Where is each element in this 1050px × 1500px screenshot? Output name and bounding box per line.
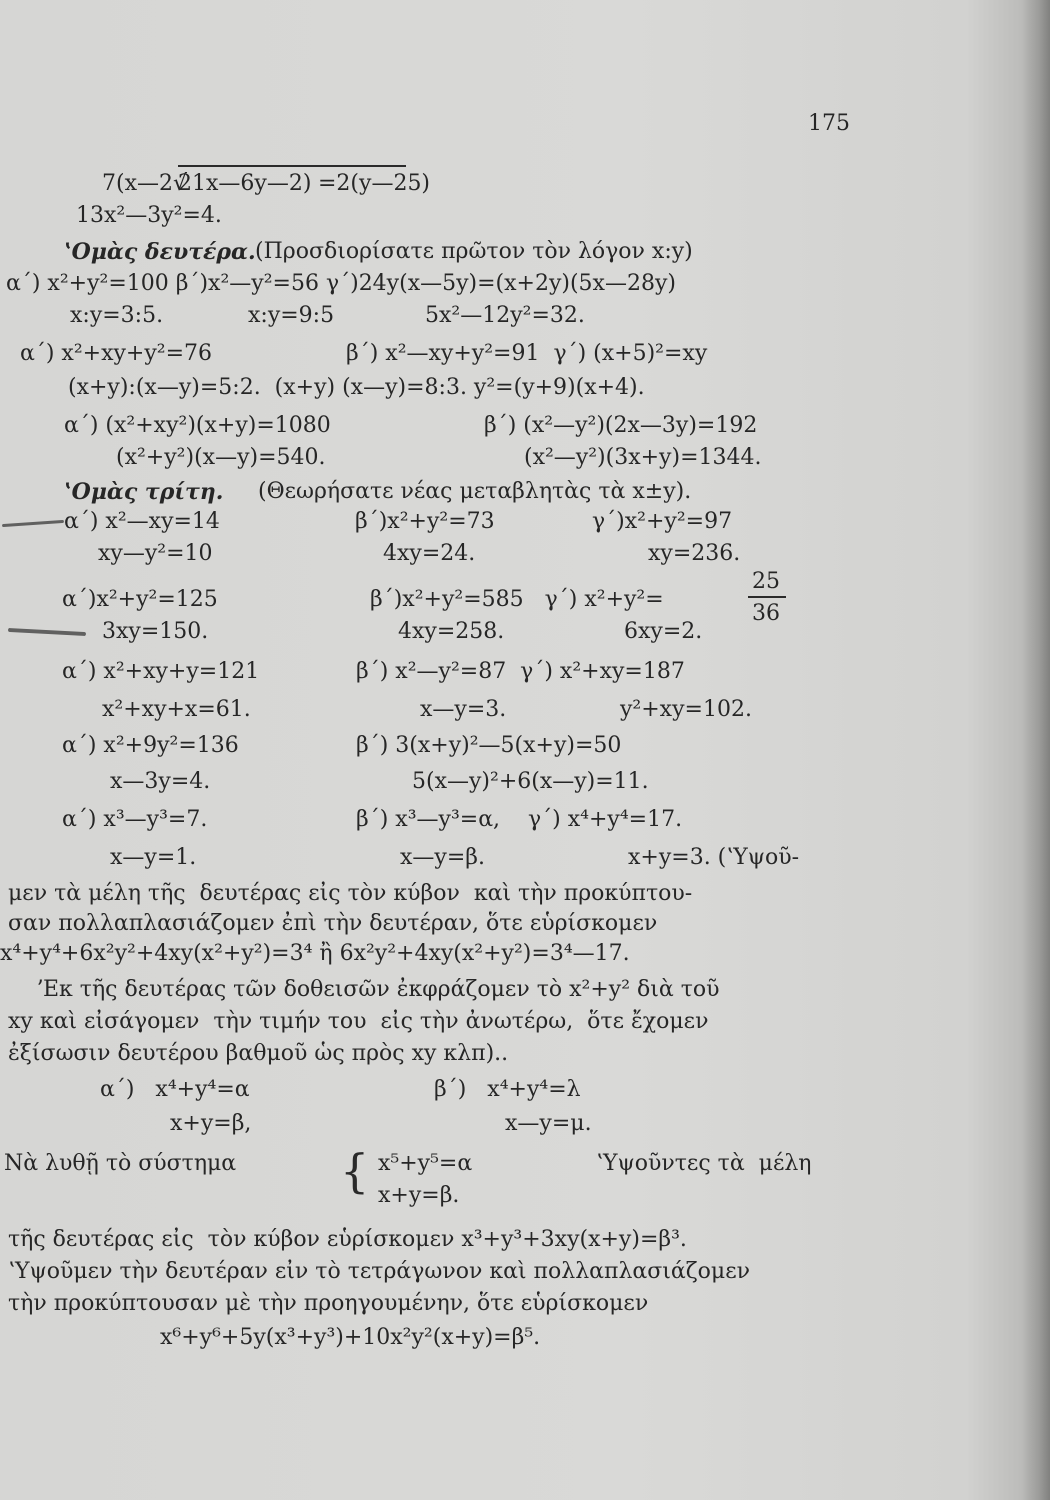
- section-heading: ʽΟμὰς τρίτη.: [64, 479, 224, 505]
- text-run: γ΄)x²+y²=97: [592, 509, 733, 534]
- text-run: (x²+y²)(x—y)=540.: [116, 445, 326, 470]
- text-run: β΄)x²+y²=73: [355, 509, 495, 534]
- radical-overline: [178, 165, 406, 167]
- text-run: x+y=3. (ʽΥψοῦ-: [628, 845, 800, 870]
- text-run: ʽΥψοῦντες τὰ μέλη: [596, 1151, 812, 1176]
- text-run: 6xy=2.: [624, 619, 703, 644]
- text-run: (x+y):(x—y)=5:2. (x+y) (x—y)=8:3. y²=(y+9)(x+4).: [68, 375, 645, 400]
- text-run: α΄) x²—xy=14: [64, 509, 220, 534]
- text-run: β΄)x²+y²=585 γ΄) x²+y²=: [370, 587, 664, 612]
- fraction-bar: [748, 596, 786, 598]
- text-run: ʼΕκ τῆς δευτέρας τῶν δοθεισῶν ἐκφράζομεν τὸ x²+y² διὰ τοῦ: [36, 977, 720, 1002]
- system-brace: {: [340, 1144, 370, 1198]
- text-run: xy καὶ εἰσάγομεν τὴν τιμήν του εἰς τὴν ἀνωτέρω, ὅτε ἔχομεν: [8, 1009, 709, 1034]
- text-run: x⁵+y⁵=α: [378, 1151, 473, 1176]
- text-run: 4xy=24.: [383, 541, 476, 566]
- text-run: x:y=3:5.: [70, 303, 164, 328]
- page-number: 175: [808, 111, 850, 136]
- text-run: α΄) x⁴+y⁴=α: [100, 1077, 250, 1102]
- text-run: α΄) x²+xy+y²=76: [20, 341, 213, 366]
- text-run: x⁴+y⁴+6x²y²+4xy(x²+y²)=3⁴ ἢ 6x²y²+4xy(x²+y²)=3⁴—17.: [0, 941, 630, 966]
- text-run: =2(y—25): [318, 171, 431, 196]
- text-run: β΄) x²—y²=87 γ΄) x²+xy=187: [356, 659, 685, 684]
- text-run: μεν τὰ μέλη τῆς δευτέρας εἰς τὸν κύβον καὶ τὴν προκύπτου-: [8, 881, 693, 906]
- text-run: α΄) x²+9y²=136: [62, 733, 239, 758]
- text-run: x—3y=4.: [110, 769, 211, 794]
- text-run: 21x—6y—2): [178, 171, 312, 196]
- text-run: ἐξίσωσιν δευτέρου βαθμοῦ ὡς πρὸς xy κλπ)..: [8, 1041, 509, 1066]
- text-run: y²+xy=102.: [620, 697, 752, 722]
- fraction: [748, 570, 788, 630]
- text-run: 13x²—3y²=4.: [76, 203, 222, 228]
- text-run: β΄) (x²—y²)(2x—3y)=192: [484, 413, 758, 438]
- text-run: x:y=9:5: [248, 303, 335, 328]
- text-run: x—y=μ.: [505, 1111, 592, 1136]
- text-run: β΄) x⁴+y⁴=λ: [434, 1077, 581, 1102]
- text-run: x—y=3.: [420, 697, 507, 722]
- text-run: α΄) (x²+xy²)(x+y)=1080: [64, 413, 331, 438]
- text-run: 7(x—2√: [102, 171, 188, 196]
- text-run: τῆς δευτέρας εἰς τὸν κύβον εὑρίσκομεν x³+y³+3xy(x+y)=β³.: [8, 1227, 687, 1252]
- text-run: ʽΥψοῦμεν τὴν δευτέραν εἰν τὸ τετράγωνον καὶ πολλαπλασιάζομεν: [8, 1259, 750, 1284]
- text-run: (Θεωρήσατε νέας μεταβλητὰς τὰ x±y).: [258, 479, 692, 504]
- text-run: α΄)x²+y²=125: [62, 587, 218, 612]
- text-run: 5(x—y)²+6(x—y)=11.: [412, 769, 649, 794]
- text-run: β΄) 3(x+y)²—5(x+y)=50: [356, 733, 622, 758]
- text-run: xy—y²=10: [98, 541, 213, 566]
- pencil-mark: [2, 520, 64, 527]
- text-run: Νὰ λυθῇ τὸ σύστημα: [4, 1151, 237, 1176]
- fraction-numerator: 25: [752, 569, 780, 594]
- text-run: x—y=β.: [400, 845, 485, 870]
- text-run: x—y=1.: [110, 845, 197, 870]
- text-run: 5x²—12y²=32.: [425, 303, 585, 328]
- text-run: x+y=β,: [170, 1111, 252, 1136]
- text-run: β΄) x³—y³=α, γ΄) x⁴+y⁴=17.: [356, 807, 683, 832]
- pencil-mark: [8, 628, 86, 636]
- text-run: α΄) x²+xy+y=121: [62, 659, 260, 684]
- text-run: (Προσδιορίσατε πρῶτον τὸν λόγον x:y): [255, 239, 693, 264]
- text-run: τὴν προκύπτουσαν μὲ τὴν προηγουμένην, ὅτε εὑρίσκομεν: [8, 1291, 649, 1316]
- text-run: 3xy=150.: [102, 619, 209, 644]
- section-heading: ʽΟμὰς δευτέρα.: [64, 239, 256, 265]
- text-run: (x²—y²)(3x+y)=1344.: [524, 445, 762, 470]
- text-run: x²+xy+x=61.: [102, 697, 251, 722]
- text-run: α΄) x³—y³=7.: [62, 807, 208, 832]
- text-run: α΄) x²+y²=100 β΄)x²—y²=56 γ΄)24y(x—5y)=(x+2y)(5x—28y): [6, 271, 676, 296]
- text-run: β΄) x²—xy+y²=91 γ΄) (x+5)²=xy: [346, 341, 708, 366]
- fraction-denominator: 36: [752, 601, 780, 626]
- text-run: xy=236.: [648, 541, 741, 566]
- text-run: σαν πολλαπλασιάζομεν ἐπὶ τὴν δευτέραν, ὅτε εὑρίσκομεν: [8, 911, 658, 936]
- text-run: x+y=β.: [378, 1183, 460, 1208]
- text-run: 4xy=258.: [398, 619, 505, 644]
- text-run: x⁶+y⁶+5y(x³+y³)+10x²y²(x+y)=β⁵.: [160, 1325, 541, 1350]
